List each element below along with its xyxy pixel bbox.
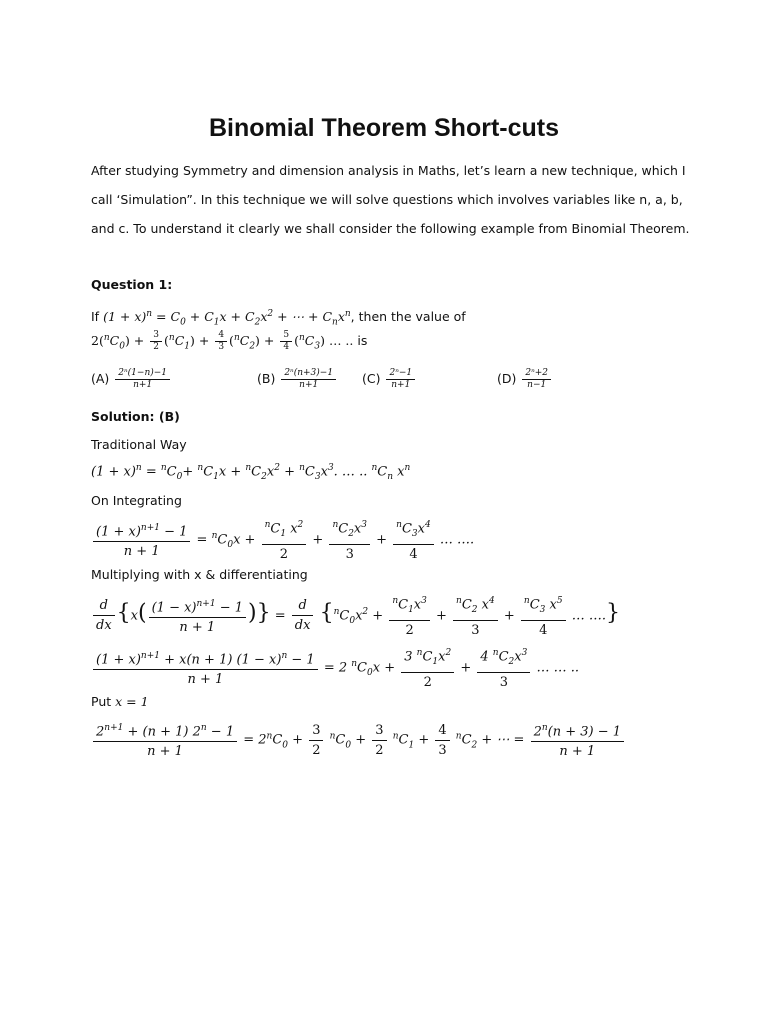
expansion-equation: $(1 + x)^n = ^nC_0+ ^nC_1x + ^nC_2x^2 + ^nC_3x^3$. … .. $^nC_n$ $x^n$ (91, 463, 411, 482)
option-c-label: (C) (362, 371, 381, 386)
option-a-label: (A) (91, 371, 110, 386)
traditional-way-label: Traditional Way (91, 437, 187, 452)
multiplying-label: Multiplying with x & differentiating (91, 567, 308, 582)
solution-heading: Solution: (B) (91, 409, 180, 424)
binomial-expansion: $(1 + x)^n = C_0 + C_1x + C_2x^2$ + ⋯ + $C_nx^n$ (103, 309, 351, 328)
option-b-label: (B) (257, 371, 276, 386)
page-title: Binomial Theorem Short-cuts (208, 114, 560, 142)
derivative-result-equation: $\frac{(1 + x)^{n+1} + x(n + 1) (1 - x)^n - 1}{n + 1}$ = 2 $^nC_0x$ + $\frac{3 ^nC_1x^2}{2}$ + $\frac{4 ^nC_2x^3}{3}$ … … .. (91, 644, 579, 692)
option-d-label: (D) (497, 371, 517, 386)
question-statement-1 (91, 306, 691, 331)
option-a (91, 368, 172, 391)
option-b-numerator: 2ⁿ(n+3)−1 (281, 368, 336, 380)
question-heading: Question 1: (91, 277, 173, 292)
option-b (257, 368, 338, 391)
option-c-numerator: 2ⁿ−1 (386, 368, 415, 380)
option-a-numerator: 2ⁿ(1−n)−1 (115, 368, 170, 380)
option-d-numerator: 2ⁿ+2 (522, 368, 551, 380)
integrated-equation: $\frac{(1 + x)^{n+1} - 1}{n + 1}$ = $^nC_0x$ + $\frac{^nC_1 x^2}{2}$ + $\frac{^nC_2x^3}{3}$ + $\frac{^nC_3x^4}{4}$ … …. (91, 516, 474, 564)
intro-line-3: and c. To understand it clearly we shall consider the following example from Binomial Theorem. (91, 221, 690, 236)
on-integrating-label: On Integrating (91, 493, 182, 508)
put-x-line (91, 694, 149, 709)
put-word: Put (91, 694, 112, 709)
option-d-denominator: n−1 (527, 380, 547, 390)
series-expression: $2(^nC_0)$ + $\frac{3}{2}$ $(^nC_1)$ + $\frac{4}{3}$ $(^nC_2)$ + $\frac{5}{4}$ $(^nC_3)$ … .. (91, 330, 354, 352)
option-c-fraction (386, 368, 415, 391)
option-d (497, 368, 553, 391)
x-equals-one: x = 1 (115, 694, 149, 709)
intro-line-1: After studying Symmetry and dimension analysis in Maths, let’s learn a new technique, which I (91, 163, 686, 178)
option-b-denominator: n+1 (299, 380, 319, 390)
final-equation: $\frac{2^{n+1} + (n + 1) 2^n - 1}{n + 1}$ = $2^nC_0$ + $\frac{3}{2}$ $^nC_0$ + $\frac{3}{2}$ $^nC_1$ + $\frac{4}{3}$ $^nC_2$ + ⋯ = $\frac{2^n(n + 3) - 1}{n + 1}$ (91, 719, 626, 761)
then-text: , then the value of (350, 309, 466, 325)
option-c-denominator: n+1 (391, 380, 411, 390)
option-c (362, 368, 417, 391)
option-b-fraction (281, 368, 336, 391)
intro-line-2: call ‘Simulation”. In this technique we will solve questions which involves variables like n, a, b, (91, 192, 683, 207)
option-a-denominator: n+1 (133, 380, 153, 390)
is-word: is (357, 333, 368, 348)
differentiation-equation: $\frac{d}{dx}$ {x( $\frac{(1 - x)^{n+1} - 1}{n + 1}$ )} = $\frac{d}{dx}$ {$^nC_0x^2$ + $\frac{^nC_1x^3}{2}$ + $\frac{^nC_2 x^4}{3}$ + $\frac{^nC_3 x^5}{4}$ … ….} (91, 592, 620, 640)
option-a-fraction (115, 368, 170, 391)
if-word: If (91, 309, 100, 325)
question-statement-2 (91, 330, 367, 353)
option-d-fraction (522, 368, 551, 391)
